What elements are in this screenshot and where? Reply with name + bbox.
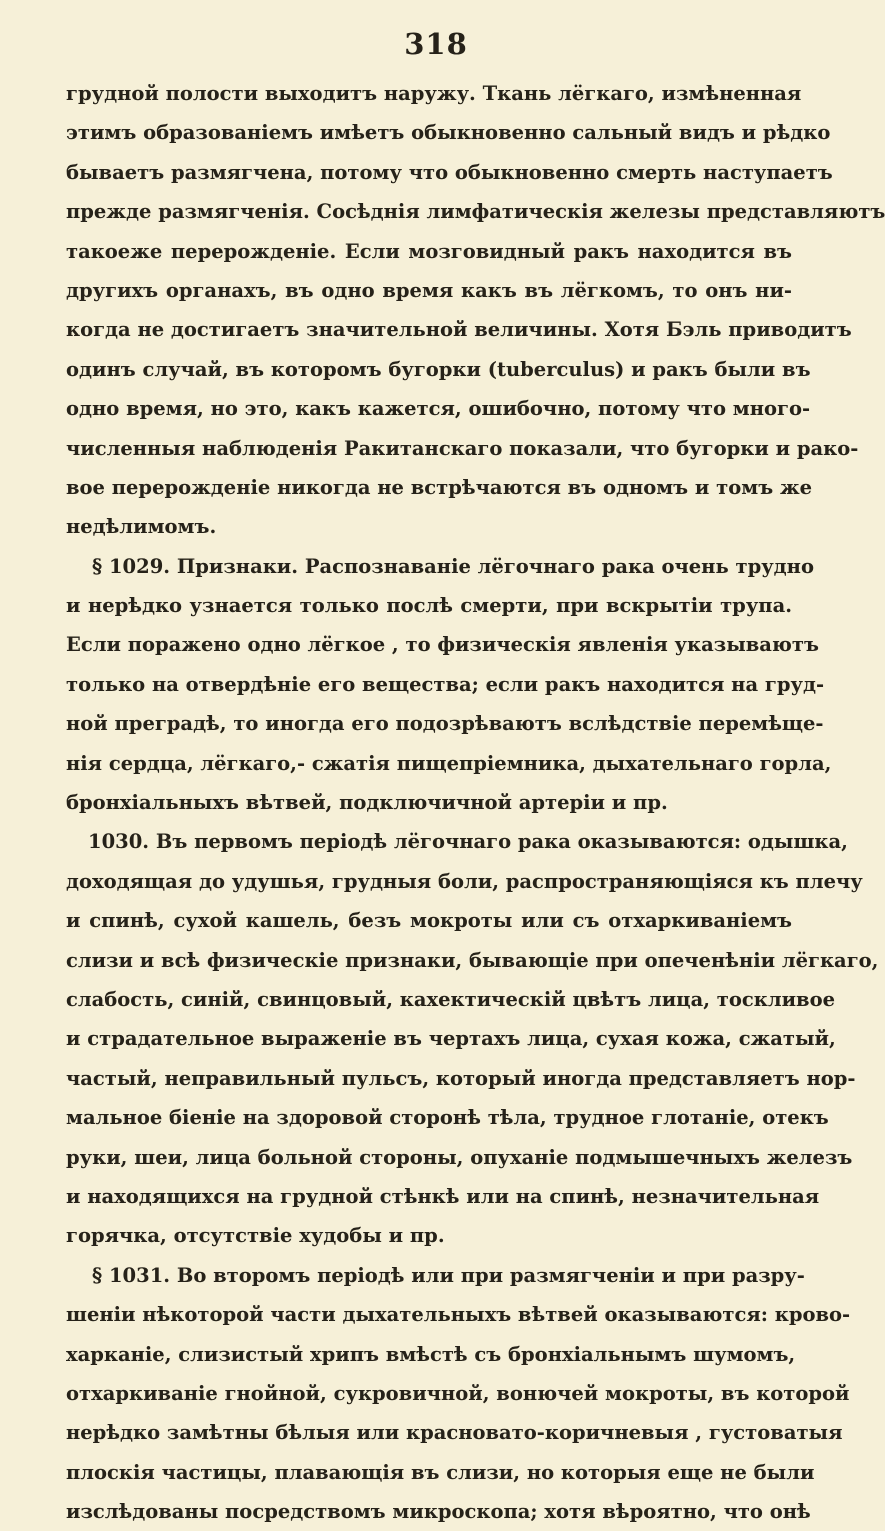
text-line: Если поражено одно лёгкое , то физическія явленія указываютъ (66, 633, 819, 657)
text-line: когда не достигаетъ значительной величины. Хотя Бэль приводитъ (66, 318, 852, 342)
text-line: недѣлимомъ. (66, 515, 217, 539)
text-line: одинъ случай, въ которомъ бугорки (tuberculus) и ракъ были въ (66, 357, 811, 381)
text-line: и спинѣ, сухой кашель, безъ мокроты или съ отхаркиваніемъ (66, 909, 792, 933)
text-line: бываетъ размягчена, потому что обыкновенно смерть наступаетъ (66, 160, 833, 184)
text-line: нерѣдко замѣтны бѣлыя или красновато-коричневыя , густоватыя (66, 1421, 843, 1445)
text-line: другихъ органахъ, въ одно время какъ въ лёгкомъ, то онъ ни- (66, 278, 792, 302)
text-line: руки, шеи, лица больной стороны, опуханіе подмышечныхъ железъ (66, 1145, 853, 1169)
text-line: прежде размягченія. Сосѣднія лимфатическія железы представляютъ (66, 200, 885, 224)
text-line: мальное біеніе на здоровой сторонѣ тѣла, трудное глотаніе, отекъ (66, 1106, 829, 1130)
text-line: численныя наблюденія Ракитанскаго показали, что бугорки и рако- (66, 436, 859, 460)
text-line: такоеже перерожденіе. Если мозговидный ракъ находится въ (66, 239, 792, 263)
text-line: слабость, синій, свинцовый, кахектическій цвѣтъ лица, тоскливое (66, 987, 836, 1011)
text-line: вое перерожденіе никогда не встрѣчаются въ одномъ и томъ же (66, 475, 813, 499)
text-line: частый, неправильный пульсъ, который иногда представляетъ нор- (66, 1066, 856, 1090)
text-line: нія сердца, лёгкаго,- сжатія пищепріемника, дыхательнаго горла, (66, 751, 832, 775)
text-line: изслѣдованы посредствомъ микроскопа; хотя вѣроятно, что онѣ (66, 1500, 811, 1524)
text-line: харканіе, слизистый хрипъ вмѣстѣ съ бронхіальнымъ шумомъ, (66, 1342, 796, 1366)
section-1030-heading-line: 1030. Въ первомъ періодѣ лёгочнаго рака оказываются: одышка, (88, 830, 848, 854)
text-line: доходящая до удушья, грудныя боли, распространяющіяся къ плечу (66, 869, 863, 893)
page-number: 318 (404, 27, 468, 61)
text-line: слизи и всѣ физическіе признаки, бывающіе при опеченѣніи лёгкаго, (66, 948, 879, 972)
text-line: ной преградѣ, то иногда его подозрѣваютъ вслѣдствіе перемѣще- (66, 712, 824, 736)
text-line: и страдательное выраженіе въ чертахъ лица, сухая кожа, сжатый, (66, 1027, 836, 1051)
text-line: и находящихся на грудной стѣнкѣ или на спинѣ, незначительная (66, 1184, 820, 1208)
text-line: этимъ образованіемъ имѣетъ обыкновенно сальный видъ и рѣдко (66, 121, 831, 145)
text-line: и нерѣдко узнается только послѣ смерти, при вскрытіи трупа. (66, 594, 792, 618)
section-1029-heading-line: § 1029. Признаки. Распознаваніе лёгочнаго рака очень трудно (92, 554, 814, 578)
page-body-text (66, 74, 885, 1531)
text-line: шеніи нѣкоторой части дыхательныхъ вѣтвей оказываются: крово- (66, 1303, 851, 1327)
text-line: бронхіальныхъ вѣтвей, подключичной артеріи и пр. (66, 791, 668, 815)
text-line: одно время, но это, какъ кажется, ошибочно, потому что много- (66, 397, 811, 421)
section-1031-heading-line: § 1031. Во второмъ періодѣ или при размягченіи и при разру- (92, 1263, 805, 1287)
text-line: только на отвердѣніе его вещества; если ракъ находится на груд- (66, 672, 825, 696)
text-line: горячка, отсутствіе худобы и пр. (66, 1224, 445, 1248)
text-line: грудной полости выходитъ наружу. Ткань лёгкаго, измѣненная (66, 82, 802, 105)
text-line: отхаркиваніе гнойной, сукровичной, вонючей мокроты, въ которой (66, 1381, 850, 1405)
text-line: плоскія частицы, плавающія въ слизи, но которыя еще не были (66, 1460, 815, 1484)
